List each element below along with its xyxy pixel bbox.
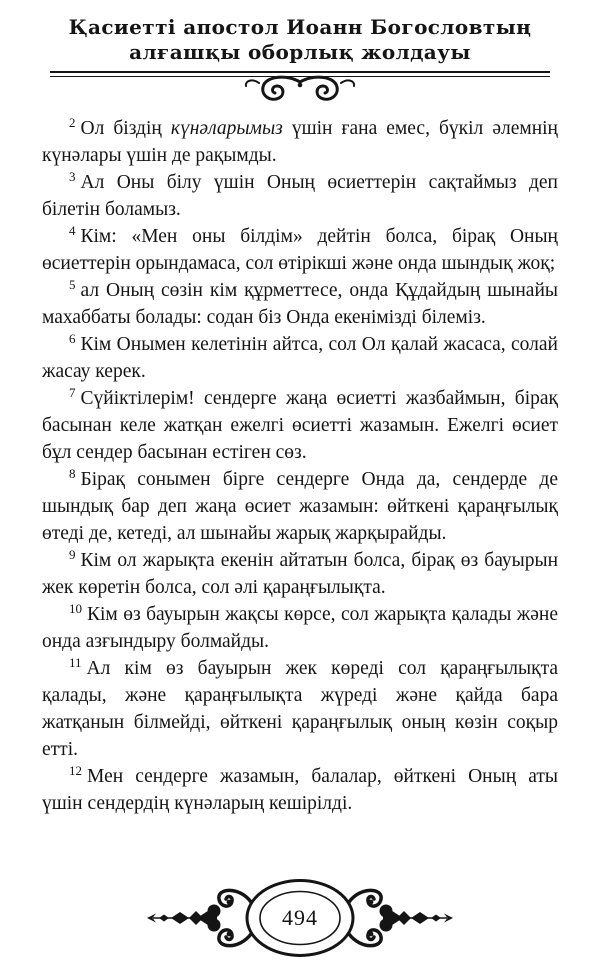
verse-number: 3 [69,168,76,184]
verse-number: 8 [69,465,76,481]
page-title-line-2: алғашқы оборлық жолдауы [129,40,471,64]
verse-text: Кім ол жарықта екенін айтатын болса, бірақ өз бауырын жек көретін болса, сол әлі қараңғылықта. [42,550,558,598]
verse-number: 10 [69,600,82,616]
verse-text: Ол біздің [80,118,171,139]
verse-paragraph [42,169,558,223]
verse-paragraph [42,547,558,601]
verse-text: Сүйіктілерім! сендерге жаңа өсиетті жазбаймын, бірақ басынан келе жатқан ежелгі өсиетті жазамын. Ежелгі өсиет бұл сендер басынан естіген сөз. [42,388,558,463]
verse-text: Кім Онымен келетінін айтса, сол Ол қалай жасаса, солай жасау керек. [42,334,558,382]
verse-paragraph [42,277,558,331]
floral-scroll-divider-icon [225,74,375,108]
verse-text: үшін ғана емес, бүкіл әлемнің күнәлары үшін де рақымды. [42,118,558,166]
page-header [0,0,600,108]
verse-paragraph [42,763,558,817]
verse-text: Ал кім өз бауырын жек көреді сол қараңғылықта қалады, және қараңғылықта жүреді және қайда бара жатқанын білмейді, өйткені қараңғылық оның көзін соқыр етті. [42,658,558,760]
verse-paragraph [42,655,558,763]
page-title-line-1: Қасиетті апостол Иоанн Богословтың [68,15,532,39]
page-number: 494 [282,905,318,930]
verse-number: 12 [69,762,82,778]
verse-text: Кім: «Мен оны білдім» дейтін болса, бірақ Оның өсиеттерін орындамаса, сол өтірікші және онда шындық жоқ; [42,226,558,274]
verse-text: ал Оның сөзін кім құрметтесе, онда Құдайдың шынайы махаббаты болады: содан біз Онда екенімізді білеміз. [42,280,558,328]
verse-number: 2 [69,114,76,130]
verse-text: Мен сендерге жазамын, балалар, өйткені Оның аты үшін сендердің күнәларың кешірілді. [42,766,558,814]
verse-text: Ал Оны білу үшін Оның өсиеттерін сақтаймыз деп білетін боламыз. [42,172,558,220]
verse-paragraph [42,331,558,385]
verse-text: күнәларымыз [170,118,283,139]
verse-paragraph [42,385,558,466]
verse-number: 6 [69,330,76,346]
verse-number: 5 [69,276,76,292]
verse-number: 4 [69,222,76,238]
page-footer [145,878,455,958]
verse-text: Бірақ сонымен бірге сендерге Онда да, сендерде де шындық бар деп жаңа өсиет жазамын: өйткені қараңғылық өтеді де, кетеді, ал шынайы жарық жарқырайды. [42,469,558,544]
verse-number: 11 [69,654,82,670]
verse-number: 9 [69,546,76,562]
verse-paragraph [42,115,558,169]
verse-number: 7 [69,384,76,400]
verse-text-block [42,115,558,817]
verse-paragraph [42,601,558,655]
verse-paragraph [42,223,558,277]
verse-text: Кім өз бауырын жақсы көрсе, сол жарықта қалады және онда азғындыру болмайды. [42,604,558,652]
verse-paragraph [42,466,558,547]
